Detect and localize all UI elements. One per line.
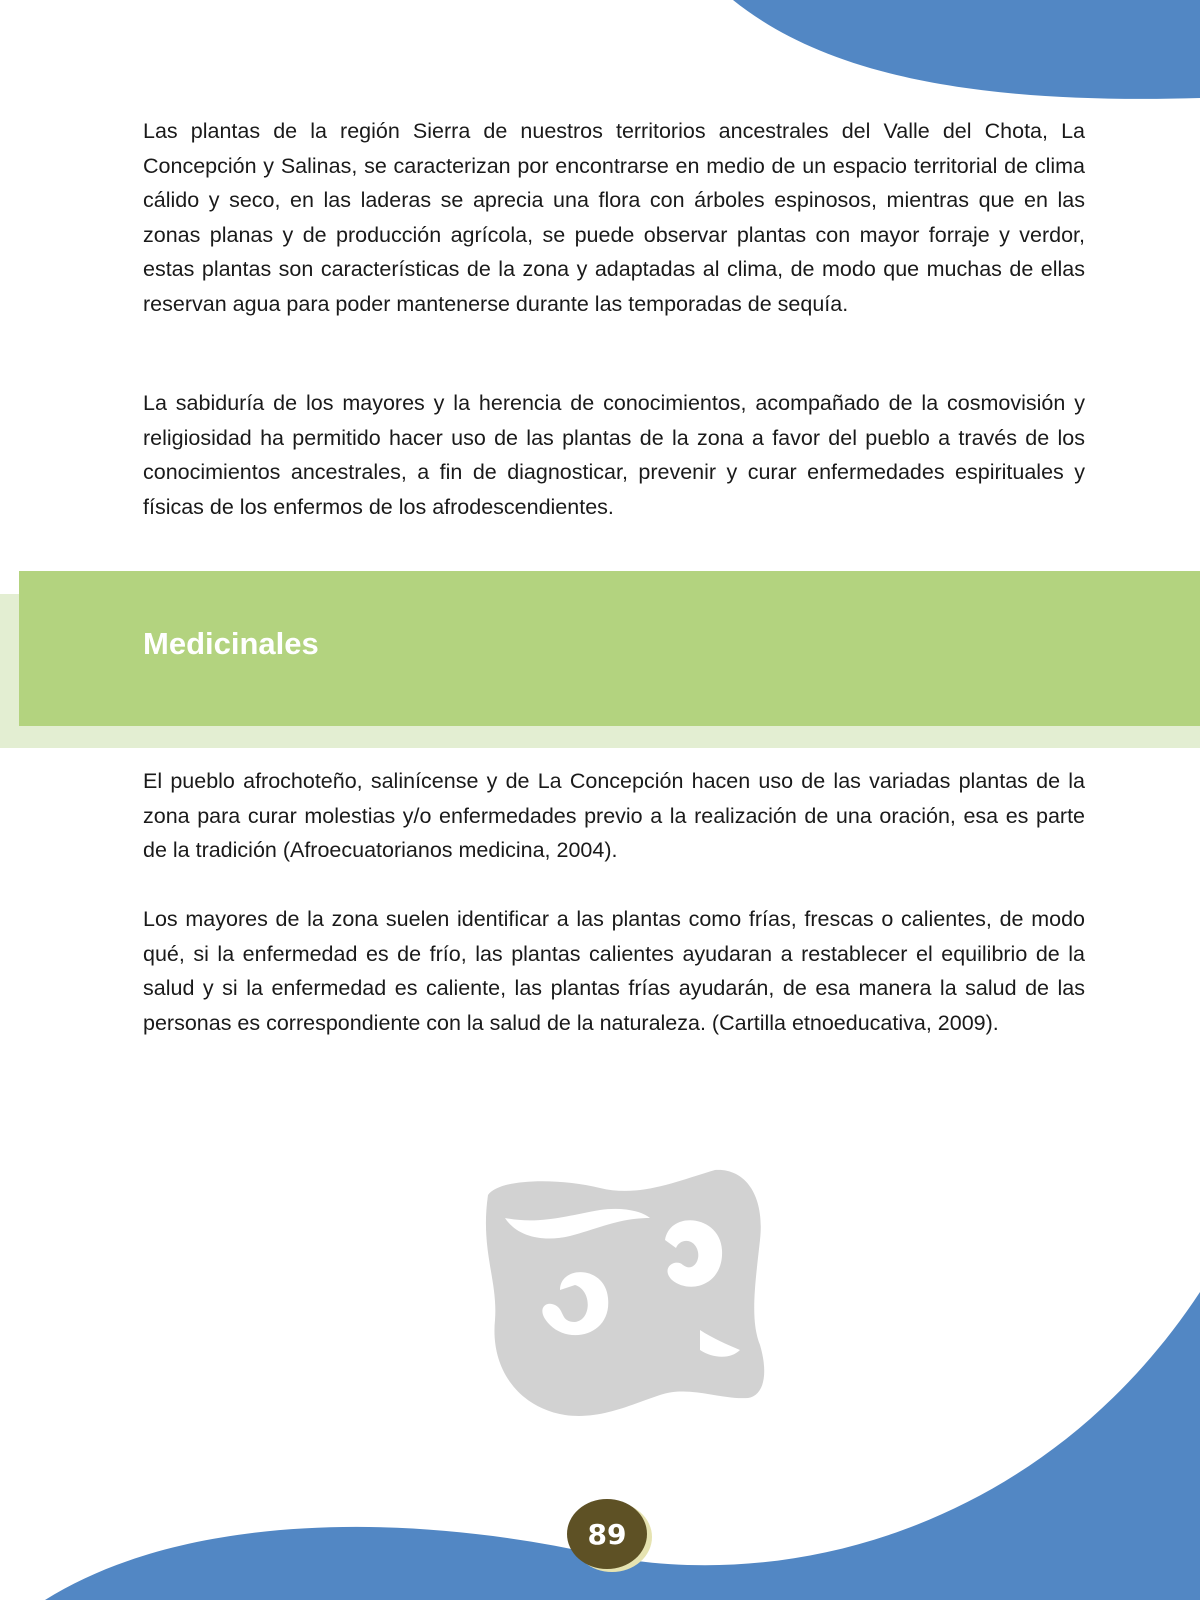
page-number-badge [567,1499,647,1569]
top-right-wave [733,0,1200,99]
intro-paragraph-1: Las plantas de la región Sierra de nuestros territorios ancestrales del Valle del Chota, La Concepción y Salinas, se caracterizan por encontrarse en medio de un espacio territorial de clima cálido y seco, en las laderas se aprecia una flora con árboles espinosos, mientras que en las zonas planas y de producción agrícola, se puede observar plantas con mayor forraje y verdor, estas plantas son características de la zona y adaptadas al clima, de modo que muchas de ellas reservan agua para poder mantenerse durante las temporadas de sequía. [143,119,1085,316]
section-paragraph-1: El pueblo afrochoteño, salinícense y de La Concepción hacen uso de las variadas plantas de la zona para curar molestias y/o enfermedades previo a la realización de una oración, esa es parte de la tradición (Afroecuatorianos medicina, 2004). [143,769,1085,862]
spiral-ornament-icon [486,1170,764,1416]
section-paragraph-2: Los mayores de la zona suelen identificar a las plantas como frías, frescas o calientes, de modo qué, si la enfermedad es de frío, las plantas calientes ayudaran a restablecer el equilibrio de la salud y si la enfermedad es caliente, las plantas frías ayudarán, de esa manera la salud de las personas es correspondiente con la salud de la naturaleza. (Cartilla etnoeducativa, 2009). [143,907,1085,1035]
section-heading: Medicinales [143,626,319,661]
page-number: 89 [587,1517,627,1551]
intro-paragraph-2: La sabiduría de los mayores y la herencia de conocimientos, acompañado de la cosmovisión y religiosidad ha permitido hacer uso de las plantas de la zona a favor del pueblo a través de los conocimientos ancestrales, a fin de diagnosticar, prevenir y curar enfermedades espirituales y físicas de los enfermos de los afrodescendientes. [143,391,1085,519]
